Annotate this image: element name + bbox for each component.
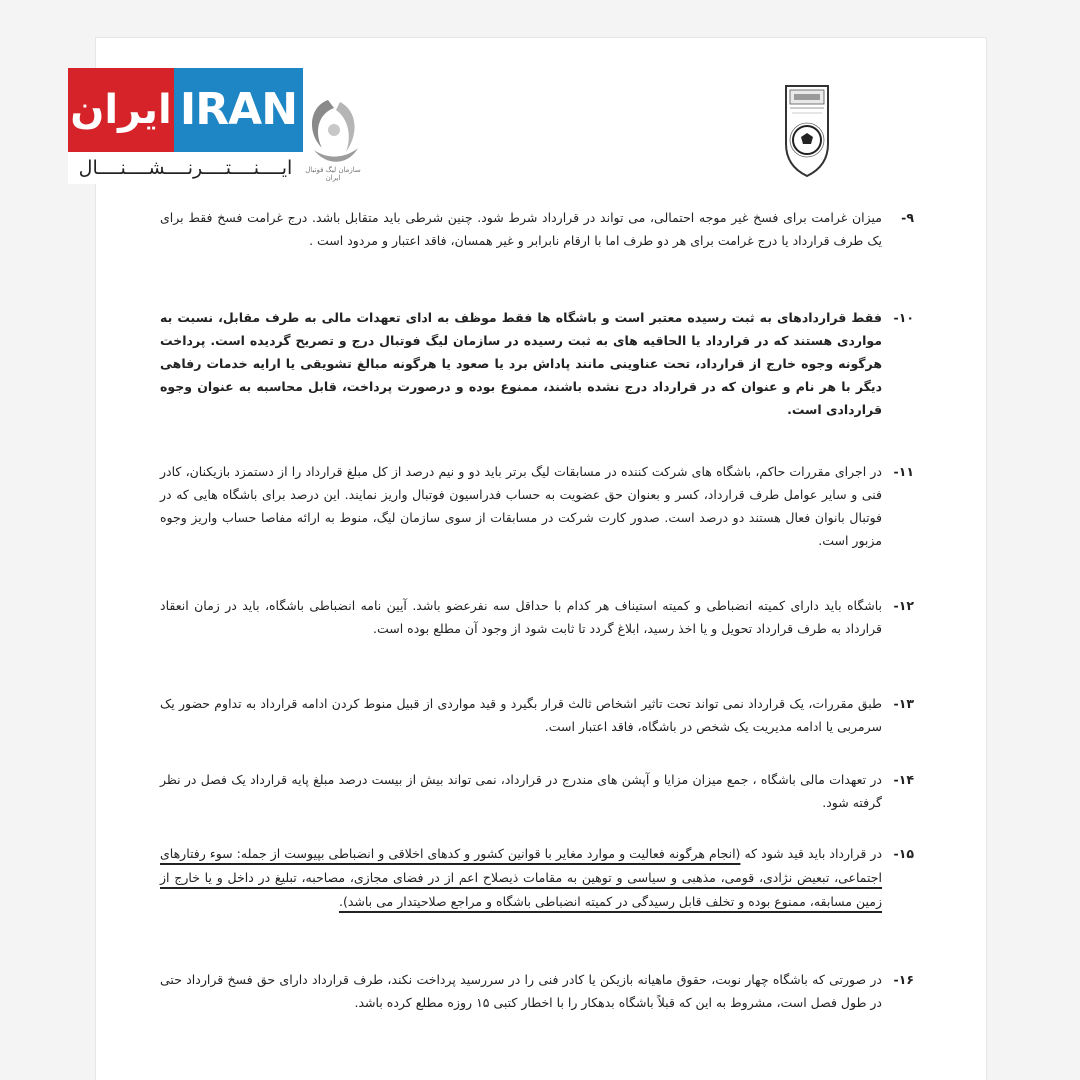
article-12: [160, 594, 914, 640]
logo-brand-fa: ایران: [68, 68, 174, 152]
article-14: [160, 768, 914, 814]
article-number: ۹-: [901, 210, 914, 225]
article-16: [160, 968, 914, 1014]
article-text: باشگاه باید دارای کمیته انضباطی و کمیته استیناف هر کدام با حداقل سه نفرعضو باشد. آیین نامه انضباطی باشگاه، باید در زمان انعقاد قرارداد به طرف قرارداد تحویل و یا اخذ رسید، ابلاغ گردد تا ثابت شود از وجود آن مطلع بوده است.: [160, 598, 882, 636]
article-text: در اجرای مقررات حاکم، باشگاه های شرکت کننده در مسابقات لیگ برتر باید دو و نیم درصد از کل مبلغ قرارداد را از دستمزد بازیکنان، کادر فنی و سایر عوامل طرف قرارداد، کسر و بعنوان حق عضویت به حساب فدراسیون فوتبال واریز نمایند. این درصد برای باشگاه هایی که در فوتبال بانوان فعال هستند دو درصد است. صدور کارت شرکت در مسابقات از سوی سازمان لیگ، منوط به ارائه مفاصا حساب واریز وجوه مزبور است.: [160, 464, 882, 548]
logo-subtitle: ایــــنــــتــــرنــــشــــنــــال: [78, 157, 293, 179]
article-number: ۱۱-: [893, 464, 914, 479]
article-number: ۱۳-: [893, 696, 914, 711]
article-text: طبق مقررات، یک قرارداد نمی تواند تحت تاثیر اشخاص ثالث قرار بگیرد و قید مواردی از قبیل منوط کردن ادامه قرارداد به تداوم حضور یک سرمربی یا ادامه مدیریت یک شخص در باشگاه، فاقد اعتبار است.: [160, 696, 882, 734]
article-text: در تعهدات مالی باشگاه ، جمع میزان مزایا و آپشن های مندرج در قرارداد، نمی تواند بیش از بیست درصد مبلغ پایه قرارداد یک فصل در نظر گرفته شود.: [160, 772, 882, 810]
iran-international-logo: [68, 68, 303, 184]
article-underlined-clause: (انجام هرگونه فعالیت و موارد مغایر با قوانین کشور و کدهای اخلاقی و انضباطی بپیوست از جمله: سوء رفتارهای اجتماعی، تبعیض نژادی، قومی، مذهبی و سیاسی و توهین به مقامات ذیصلاح اعم از در فضای مجازی، مصاحبه، تبلیغ در داخل و یا خارج از زمین مسابقه، ممنوع بوده و تخلف قابل رسیدگی در کمیته انضباطی باشگاه و مراجع صلاحیتدار می باشد).: [160, 846, 882, 909]
article-text: میزان غرامت برای فسخ غیر موجه احتمالی، می تواند در قرارداد شرط شود. چنین شرطی باید متقابل باشد. درج غرامت فسخ فقط برای یک طرف قرارداد یا درج غرامت برای هر دو طرف اما با ارقام نابرابر و غیر همسان، فاقد اعتبار و مردود است .: [160, 210, 882, 248]
league-caption: سازمان لیگ فوتبال ایران: [305, 166, 361, 182]
article-lead: در قرارداد باید قید شود که: [740, 846, 883, 861]
article-number: ۱۲-: [893, 598, 914, 613]
logo-banner: [68, 68, 303, 152]
article-number: ۱۵-: [893, 846, 914, 861]
article-number: ۱۶-: [893, 972, 914, 987]
article-11: [160, 460, 914, 552]
article-number: ۱۰-: [893, 310, 914, 325]
article-15: [160, 842, 914, 914]
article-13: [160, 692, 914, 738]
article-10: [160, 306, 914, 421]
football-federation-emblem-icon: [782, 82, 832, 178]
article-text: فقط قراردادهای به ثبت رسیده معتبر است و باشگاه ها فقط موظف به ادای تعهدات مالی به طرف مقابل، نسبت به مواردی هستند که در قرارداد یا الحاقیه های به ثبت رسیده در سازمان لیگ فوتبال درج و تصریح گردیده است. پرداخت هرگونه وجوه خارج از قرارداد، تحت عناوینی مانند پاداش برد یا صعود یا هرگونه مبالغ تشویقی یا ارایه خدمات رفاهی دیگر با هر نام و عنوان که در قرارداد درج نشده باشند، ممنوع بوده و درصورت پرداخت، قابل محاسبه به عنوان وجوه قراردادی است.: [160, 310, 882, 417]
article-number: ۱۴-: [893, 772, 914, 787]
article-text: در صورتی که باشگاه چهار نوبت، حقوق ماهیانه بازیکن یا کادر فنی را در سررسید پرداخت نکند، طرف قرارداد دارای حق فسخ قرارداد حتی در طول فصل است، مشروط به این که قبلاً باشگاه بدهکار را با اخطار کتبی ۱۵ روزه مطلع کرده باشد.: [160, 972, 882, 1010]
article-9: [160, 206, 914, 252]
logo-brand-en: IRAN: [174, 68, 303, 152]
document-page: [96, 38, 986, 1080]
